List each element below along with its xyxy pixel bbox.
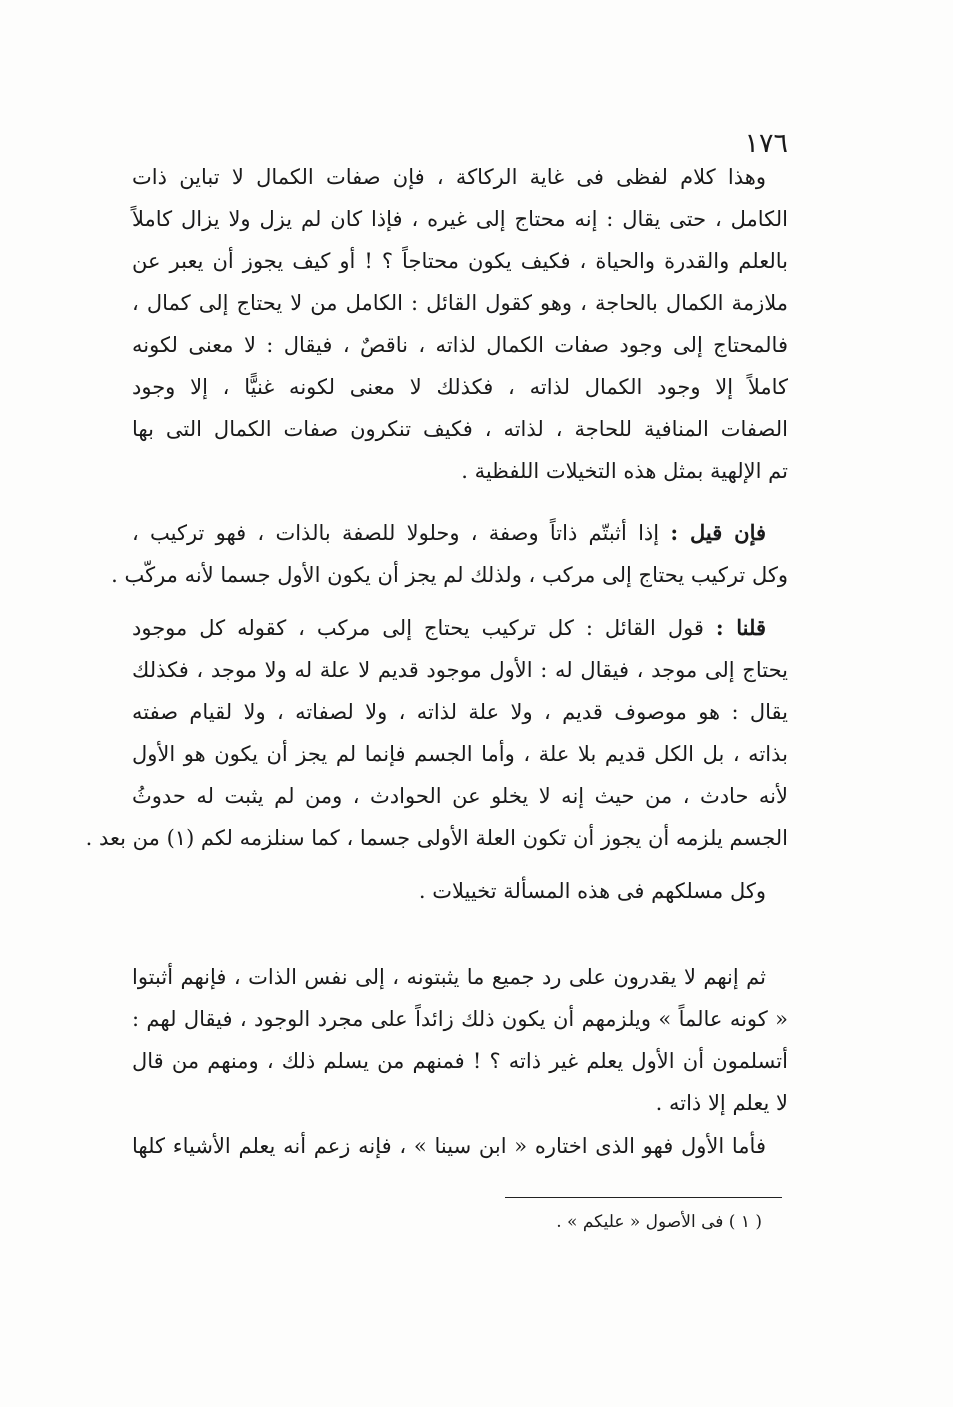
- text-line: بالعلم والقدرة والحياة ، فكيف يكون محتاجاً ؟ ! أو كيف يجوز أن يعبر عن: [132, 249, 788, 273]
- text-line: كاملاً إلا وجود الكمال لذاته ، فكذلك لا معنى لكونه غنيًّا ، إلا وجود: [132, 375, 788, 399]
- paragraph-1: [132, 156, 788, 492]
- text-line: فأما الأول فهو الذى اختاره « ابن سينا » ، فإنه زعم أنه يعلم الأشياء كلها: [132, 1134, 766, 1158]
- text-line: « كونه عالماً » ويلزمهم أن يكون ذلك زائداً على مجرد الوجود ، فيقال لهم :: [132, 1007, 788, 1031]
- text-line: الصفات المنافية للحاجة ، لذاته ، فكيف تنكرون صفات الكمال التى بها: [132, 417, 788, 441]
- text-line: الكامل ، حتى يقال : إنه محتاج إلى غيره ، فإذا كان لم يزل ولا يزال كاملاً: [132, 207, 788, 231]
- text-line: أتسلمون أن الأول يعلم غير ذاته ؟ ! فمنهم من يسلم ذلك ، ومنهم من قال: [132, 1049, 788, 1073]
- text-line: يحتاج إلى موجد ، فيقال له : الأول موجود قديم لا علة له ولا موجد ، فكذلك: [132, 658, 788, 682]
- text-line: فالمحتاج إلى وجود صفات الكمال لذاته ، ناقصٌ ، فيقال : لا معنى لكونه: [132, 333, 788, 357]
- footnote-divider: [505, 1197, 782, 1198]
- text-line: بذاته ، بل الكل قديم بلا علة ، وأما الجسم فإنما لم يجز أن يكون هو الأول: [132, 742, 788, 766]
- footnote: ( ١ ) فى الأصول « عليكم » .: [556, 1212, 762, 1232]
- text-line: يقال : هو موصوف قديم ، ولا علة لذاته ، ولا لصفاته ، ولا لقيام صفته: [132, 700, 788, 724]
- text-line: ملازمة الكمال بالحاجة ، وهو كقول القائل : الكامل من لا يحتاج إلى كمال ،: [132, 291, 788, 315]
- text-line: وكل تركيب يحتاج إلى مركب ، ولذلك لم يجز أن يكون الأول جسما لأنه مركّب .: [111, 563, 788, 587]
- text-line: تم الإلهية بمثل هذه التخيلات اللفظية .: [461, 459, 788, 483]
- text-line-content: قول القائل : كل تركيب يحتاج إلى مركب ، كقوله كل موجود: [132, 616, 704, 640]
- text-line: الجسم يلزمه أن يجوز أن تكون العلة الأولى جسما ، كما سنلزمه لكم (١) من بعد .: [85, 826, 788, 850]
- paragraph-objection: [111, 512, 788, 596]
- text-line: لأنه حادث ، من حيث إنه لا يخلو عن الحوادث ، ومن لم يثبت له حدوثُ: [132, 784, 788, 808]
- text-line: لا يعلم إلا ذاته .: [655, 1091, 788, 1115]
- text-line-content: إذا أثبتّم ذاتاً وصفة ، وحلولا للصفة بالذات ، فهو تركيب ،: [132, 521, 660, 545]
- paragraph-lead: فإن قيل :: [670, 520, 767, 545]
- paragraph-lead: قلنا :: [715, 615, 766, 640]
- text-line: [132, 607, 788, 649]
- page-number: ١٧٦: [744, 128, 788, 159]
- text-line: [132, 512, 788, 554]
- paragraph-reply: [85, 607, 788, 859]
- paragraph-6: [132, 1125, 788, 1167]
- text-line: ثم إنهم لا يقدرون على رد جميع ما يثبتونه ، إلى نفس الذات ، فإنهم أثبتوا: [132, 965, 766, 989]
- text-line: وكل مسلكهم فى هذه المسألة تخييلات .: [418, 879, 766, 903]
- paragraph-4: [132, 870, 788, 912]
- text-line: وهذا كلام لفظى فى غاية الركاكة ، فإن صفات الكمال لا تباين ذات: [132, 165, 766, 189]
- paragraph-5: [132, 956, 788, 1124]
